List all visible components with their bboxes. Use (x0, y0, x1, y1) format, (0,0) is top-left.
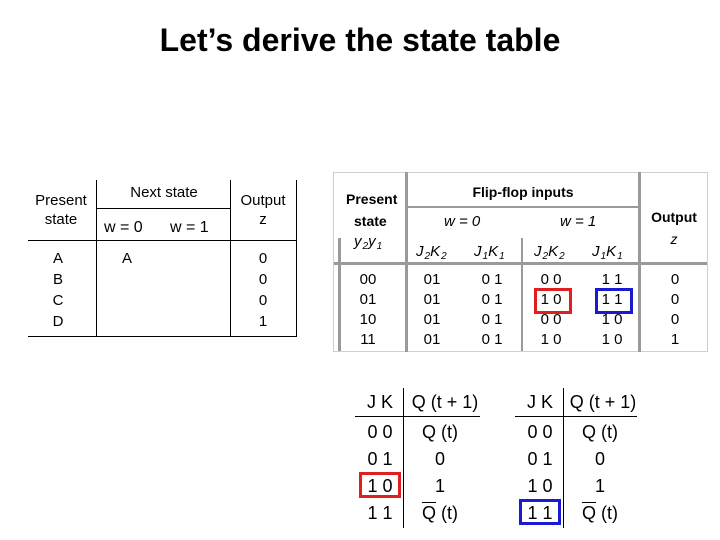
ff-w1-label: w = 1 (560, 213, 597, 230)
ff-state-cell: 11 (360, 331, 376, 348)
present-state-header (28, 191, 94, 229)
ff-sub-header-w1-ff1 (592, 243, 623, 262)
jk-highlight-blue (519, 499, 561, 525)
q-header: Q (t + 1) (569, 392, 637, 412)
ff-sub-header-w1-ff2 (534, 243, 565, 262)
output-column (249, 248, 277, 332)
q-cell (570, 500, 630, 527)
ff-present-line1: Present (346, 191, 398, 207)
jk-header: J K (366, 392, 393, 412)
ff-cell: 1 0 (540, 291, 562, 308)
q-cell: Q (t) (422, 422, 458, 442)
j-sub: 1 (600, 251, 607, 262)
next-w0-cell: A (121, 250, 132, 267)
output-cell: 0 (258, 271, 268, 288)
ff-output-line2: z (670, 231, 678, 247)
ff-cell: 1 0 (540, 331, 562, 348)
y1-var: y (368, 233, 376, 250)
jk-cell: 1 1 (367, 503, 393, 523)
j-sub: 2 (542, 251, 549, 262)
jk-cell: 0 0 (527, 422, 553, 442)
present-state-column (44, 248, 72, 332)
divider-bottom (28, 336, 297, 337)
ff-output-line1: Output (651, 209, 697, 225)
jk-cell: 0 0 (367, 422, 393, 442)
next-state-header: Next state (130, 184, 198, 201)
divider-right (296, 180, 297, 337)
k-label: K (430, 243, 441, 260)
j-label: J (592, 243, 600, 260)
ff-cell: 1 0 (601, 331, 623, 348)
q-bar: $\overline{Q}$ (581, 503, 596, 523)
j-label: J (416, 243, 424, 260)
k-label: K (606, 243, 617, 260)
output-header-line1: Output (240, 192, 286, 209)
ff-divider-inputs (408, 206, 638, 208)
ff-cell: 0 1 (481, 271, 503, 288)
q-bar-t: (t) (441, 503, 459, 523)
k-label: K (488, 243, 499, 260)
ff-w0-jk2-column (414, 270, 450, 350)
ff-output-header (641, 206, 707, 250)
ff-highlight-blue (595, 288, 633, 314)
ff-cell: 0 0 (540, 271, 562, 288)
jk-cell: 1 0 (527, 476, 553, 496)
jk-vertical-divider (563, 388, 564, 528)
jk-cell: 1 0 (367, 476, 393, 496)
jk-cell: 0 1 (367, 449, 393, 469)
ff-output-column (660, 270, 690, 350)
j-label: J (534, 243, 542, 260)
ff-output-cell: 1 (670, 331, 680, 348)
j-label: J (474, 243, 482, 260)
ff-state-cell: 10 (359, 311, 377, 328)
q-column (570, 419, 630, 527)
j-sub: 1 (482, 251, 489, 262)
ff-present-header (346, 188, 406, 232)
state-cell: C (52, 292, 64, 309)
jk-highlight-red (359, 472, 401, 498)
ff-cell: 01 (423, 331, 441, 348)
output-header (231, 191, 295, 229)
k-sub: 1 (499, 251, 505, 262)
ff-state-cell: 00 (359, 271, 377, 288)
q-column (410, 419, 470, 527)
y2-sub: 2 (362, 241, 369, 252)
q-bar: $\overline{Q}$ (421, 503, 436, 523)
ff-sub-header-w0-ff2 (416, 243, 447, 262)
divider-present (96, 180, 97, 337)
q-cell: 1 (434, 476, 445, 496)
k-label: K (548, 243, 559, 260)
ff-tick-left (338, 238, 341, 351)
ff-cell: 0 1 (481, 331, 503, 348)
output-cell: 0 (258, 292, 268, 309)
ff-w0-label: w = 0 (444, 213, 481, 230)
present-header-line1: Present (35, 192, 87, 209)
output-cell: 0 (258, 250, 268, 267)
ff-cell: 01 (423, 311, 441, 328)
y2-var: y (354, 233, 362, 250)
jk-header: J K (526, 392, 553, 412)
jk-cell: 0 1 (527, 449, 553, 469)
present-header-line2: state (44, 211, 78, 228)
q-cell: 0 (434, 449, 445, 469)
w0-header: w = 0 (104, 219, 143, 236)
q-header: Q (t + 1) (411, 392, 479, 412)
ff-cell: 0 1 (481, 311, 503, 328)
w1-header: w = 1 (170, 219, 209, 236)
divider-next-state (97, 208, 230, 209)
slide-title: Let’s derive the state table (159, 22, 561, 58)
ff-output-cell: 0 (670, 271, 680, 288)
ff-cell: 0 1 (481, 291, 503, 308)
ff-cell: 01 (423, 271, 441, 288)
jk-horizontal-divider (515, 416, 637, 417)
jk-horizontal-divider (355, 416, 480, 417)
ff-divider-w (521, 238, 523, 351)
k-sub: 1 (617, 251, 623, 262)
ff-present-line2: state (354, 213, 387, 229)
y1-sub: 1 (376, 241, 383, 252)
divider-output (230, 180, 231, 337)
ff-cell: 01 (423, 291, 441, 308)
ff-state-cell: 01 (359, 291, 377, 308)
q-bar-t: (t) (601, 503, 619, 523)
state-cell: B (52, 271, 63, 288)
ff-state-column (350, 270, 386, 350)
state-cell: A (52, 250, 63, 267)
divider-header (28, 240, 296, 241)
state-cell: D (52, 313, 64, 330)
output-cell: 1 (258, 313, 268, 330)
q-cell (410, 500, 470, 527)
ff-present-vars (354, 233, 382, 252)
q-cell: Q (t) (582, 422, 618, 442)
q-cell: 1 (594, 476, 605, 496)
k-sub: 2 (559, 251, 565, 262)
ff-cell: 1 1 (601, 291, 623, 308)
ff-cell: 0 0 (540, 311, 562, 328)
ff-highlight-red (534, 288, 572, 314)
ff-cell: 1 0 (601, 311, 623, 328)
q-cell: 0 (594, 449, 605, 469)
ff-cell: 1 1 (601, 271, 623, 288)
ff-inputs-header: Flip-flop inputs (472, 184, 574, 200)
ff-w0-jk1-column (472, 270, 512, 350)
ff-output-cell: 0 (670, 291, 680, 308)
output-header-line2: z (259, 211, 267, 228)
j-sub: 2 (424, 251, 431, 262)
k-sub: 2 (441, 251, 447, 262)
jk-vertical-divider (403, 388, 404, 528)
ff-output-cell: 0 (670, 311, 680, 328)
ff-sub-header-w0-ff1 (474, 243, 505, 262)
jk-cell: 1 1 (527, 503, 553, 523)
next-w0-column (113, 248, 141, 269)
